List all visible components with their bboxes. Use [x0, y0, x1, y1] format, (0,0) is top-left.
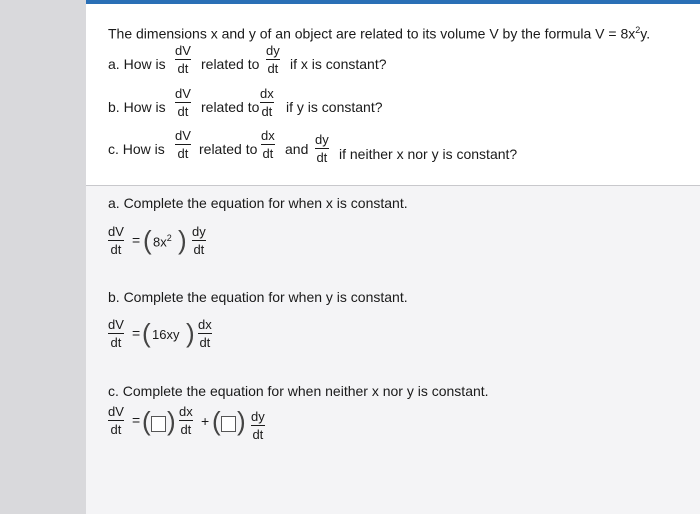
answer-b-equals: =: [132, 325, 141, 341]
answer-c-open-paren-1: (: [142, 406, 151, 436]
formula-lhs: V =: [595, 25, 621, 42]
answer-c-frac-dV-dt: dV dt: [108, 404, 124, 437]
answer-a-prompt: a. Complete the equation for when x is constant.: [108, 195, 408, 211]
answer-c-input-1[interactable]: [151, 416, 166, 432]
answer-c-close-paren-1: ): [167, 406, 176, 436]
answer-b-prompt: b. Complete the equation for when y is constant.: [108, 289, 408, 305]
part-a-question-intro: a. How is: [108, 56, 166, 72]
question-page: [86, 0, 700, 514]
answer-a-equals: =: [132, 232, 141, 248]
answer-a-frac-dy-dt: dy dt: [192, 224, 206, 257]
part-a-frac-dV-dt: dV dt: [175, 43, 191, 76]
answer-c-plus: +: [201, 413, 210, 429]
part-c-frac-dx-dt: dx dt: [261, 128, 275, 161]
answer-a-frac-dV-dt: dV dt: [108, 224, 124, 257]
question-block: [86, 4, 700, 185]
answer-c-frac-dx-dt: dx dt: [179, 404, 193, 437]
statement-text: The dimensions x and y of an object are related to its volume V by the formula: [108, 25, 596, 42]
answer-b-frac-dx-dt: dx dt: [198, 317, 212, 350]
part-c-frac-dy-dt: dy dt: [315, 132, 329, 165]
answer-a-input[interactable]: $8x^2$: [153, 233, 172, 250]
part-a-frac-dy-dt: dy dt: [266, 43, 280, 76]
question-statement: [108, 25, 650, 42]
part-a-condition: if x is constant?: [290, 56, 387, 72]
answer-c-open-paren-2: (: [212, 406, 221, 436]
answer-c-frac-dy-dt: dy dt: [251, 409, 265, 442]
part-b-frac-dx-dt: dx dt: [260, 86, 274, 119]
formula-tail: y.: [640, 25, 651, 42]
answer-c-equals: =: [132, 412, 141, 428]
part-c-related-to: related to: [199, 141, 258, 157]
part-c-question-intro: c. How is: [108, 141, 165, 157]
section-divider: [86, 185, 700, 186]
part-b-related-to: related to: [201, 99, 260, 115]
part-b-question-intro: b. How is: [108, 99, 166, 115]
answer-b-open-paren: (: [142, 318, 151, 348]
answer-b-input[interactable]: 16xy: [152, 327, 180, 342]
formula-exponent: 2: [635, 25, 641, 35]
answer-a-open-paren: (: [143, 225, 152, 255]
answer-b-close-paren: ): [186, 318, 195, 348]
answer-a-close-paren: ): [178, 225, 187, 255]
part-b-frac-dV-dt: dV dt: [175, 86, 191, 119]
part-b-condition: if y is constant?: [286, 99, 383, 115]
part-a-related-to: related to: [201, 56, 260, 72]
answer-c-close-paren-2: ): [237, 406, 246, 436]
answer-c-prompt: c. Complete the equation for when neither x nor y is constant.: [108, 383, 489, 399]
part-c-frac-dV-dt: dV dt: [175, 128, 191, 161]
part-c-condition: if neither x nor y is constant?: [339, 146, 518, 162]
answer-c-input-2[interactable]: [221, 416, 236, 432]
formula-coef: 8x: [620, 25, 636, 42]
part-c-and: and: [285, 141, 309, 157]
answer-b-frac-dV-dt: dV dt: [108, 317, 124, 350]
